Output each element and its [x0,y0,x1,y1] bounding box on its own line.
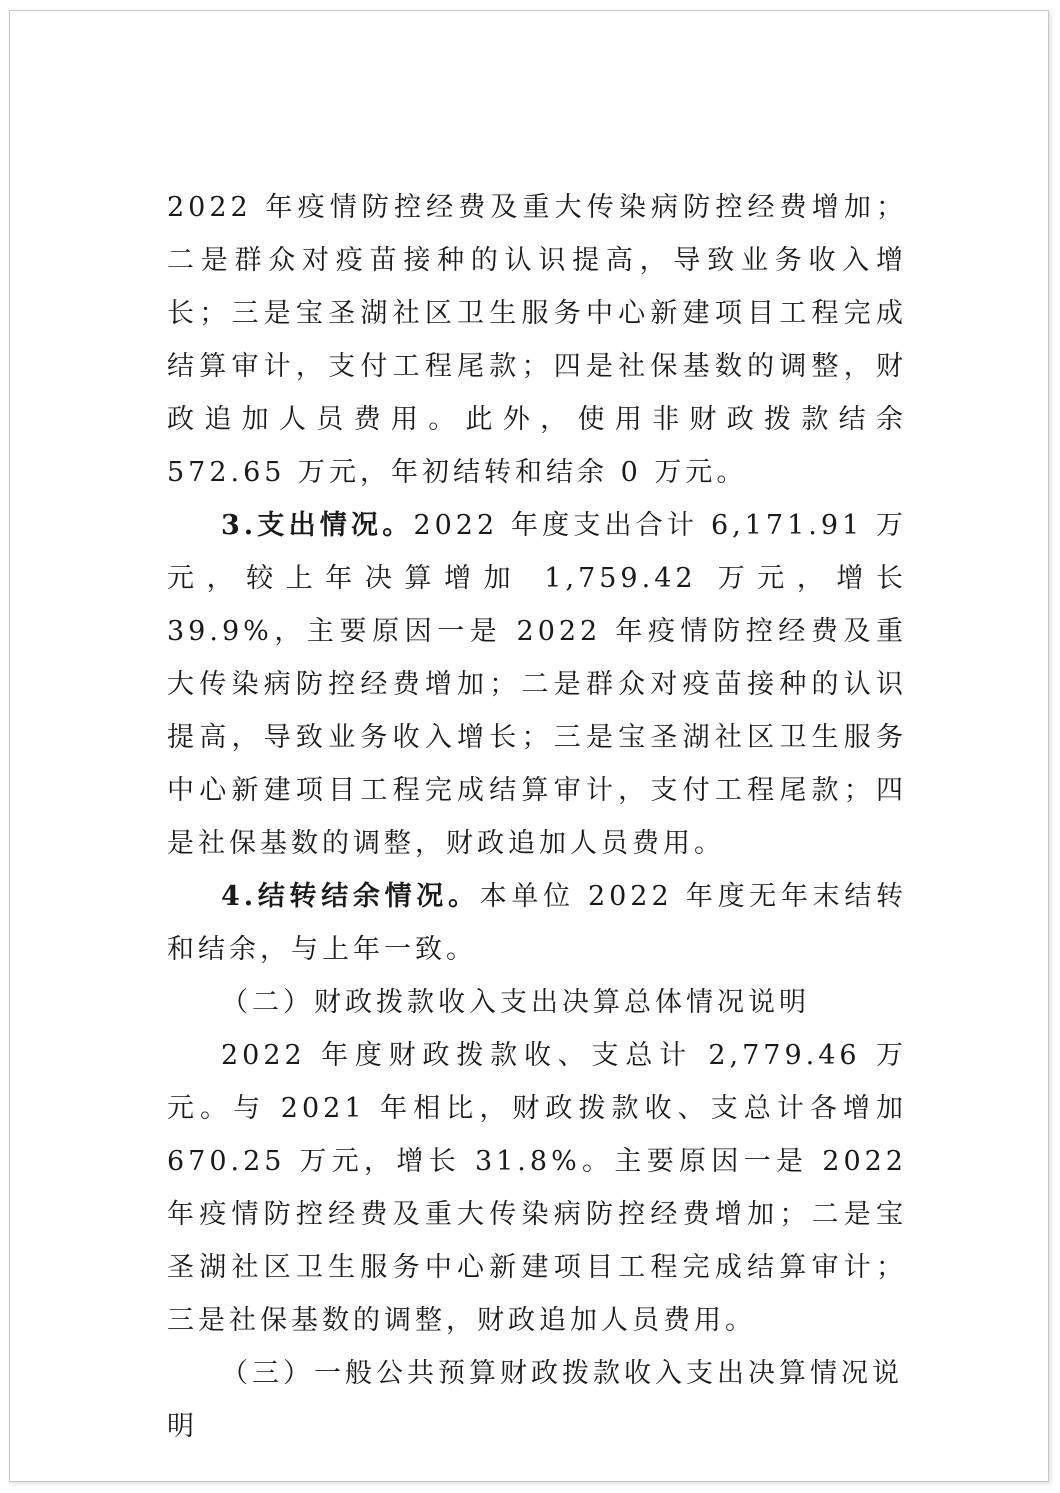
paragraph-fiscal-overview: 2022 年度财政拨款收、支总计 2,779.46 万元。与 2021 年相比，财政拨款收、支总计各增加 670.25 万元，增长 31.8%。主要原因一是 2022 年疫情防控经费及重大传染病防控经费增加；二是宝圣湖社区卫生服务中心新建项目工程完成结算审计；三是社保基数的调整，财政追加人员费用。 [167,1040,907,1336]
section-title-general-budget: （三）一般公共预算财政拨款收入支出决算情况说明 [167,1358,903,1442]
section-title-fiscal-overview: （二）财政拨款收入支出决算总体情况说明 [221,987,810,1018]
document-body [167,181,907,1453]
paragraph-carryover [167,870,907,976]
expenditure-heading: 3.支出情况。 [221,510,414,541]
expenditure-text: 2022 年度支出合计 6,171.91 万元，较上年决算增加 1,759.42 万元，增长 39.9%，主要原因一是 2022 年疫情防控经费及重大传染病防控经费增加；二是群众对疫苗接种的认识提高，导致业务收入增长；三是宝圣湖社区卫生服务中心新建项目工程完成结算审计，支付工程尾款；四是社保基数的调整，财政追加人员费用。 [167,510,907,859]
carryover-heading: 4.结转结余情况。 [221,881,480,912]
carryover-text: 本单位 2022 年度无年末结转和结余，与上年一致。 [167,881,907,965]
paragraph-expenditure [167,499,907,870]
paragraph-income-reasons: 2022 年疫情防控经费及重大传染病防控经费增加；二是群众对疫苗接种的认识提高，导致业务收入增长；三是宝圣湖社区卫生服务中心新建项目工程完成结算审计，支付工程尾款；四是社保基数的调整，财政追加人员费用。此外，使用非财政拨款结余 572.65 万元，年初结转和结余 0 万元。 [167,192,907,488]
document-page [9,10,1049,1482]
